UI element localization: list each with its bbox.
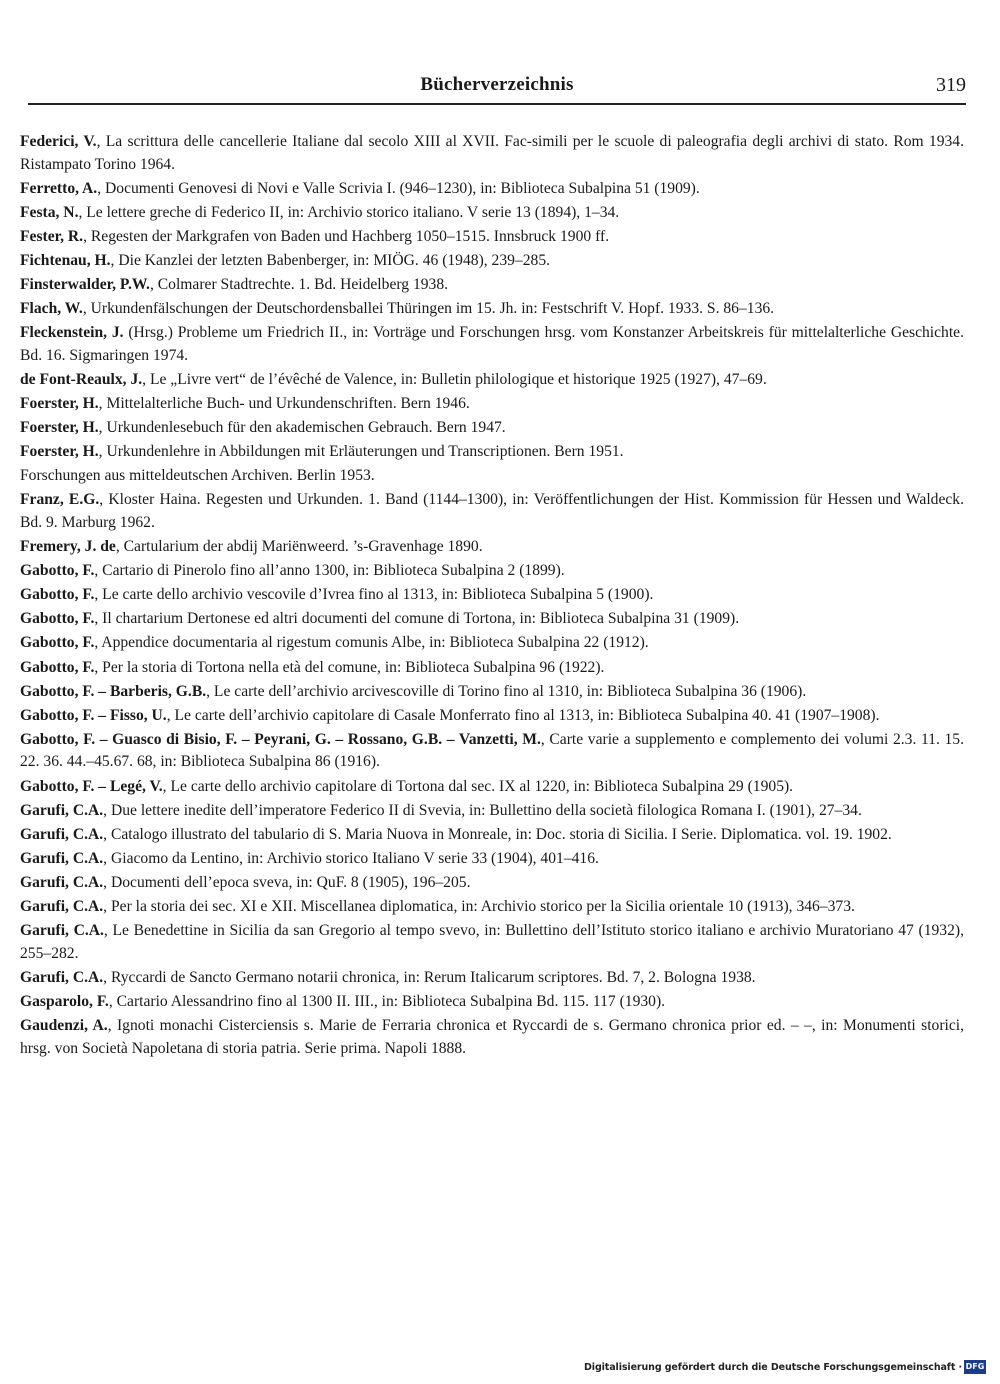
- bibliography-entry: [20, 536, 964, 559]
- bibliography-entry: [20, 250, 964, 273]
- bibliography-entry: [20, 896, 964, 919]
- entry-text: , Regesten der Markgrafen von Baden und Hachberg 1050–1515. Innsbruck 1900 ff.: [83, 227, 610, 245]
- entry-text: , Le carte dell’archivio capitolare di Casale Monferrato fino al 1313, in: Biblioteca Subalpina 40. 41 (1907–1908).: [166, 706, 880, 724]
- bibliography-entry: [20, 489, 964, 534]
- entry-author: Gabotto, F. – Barberis, G.B.: [20, 682, 207, 700]
- entry-text: , Cartario Alessandrino fino al 1300 II. III., in: Biblioteca Subalpina Bd. 115. 117 (1930).: [108, 992, 666, 1010]
- bibliography-entry: [20, 131, 964, 176]
- bibliography-entry: [20, 608, 964, 631]
- bibliography-entry: [20, 800, 964, 823]
- bibliography-entry: [20, 584, 964, 607]
- entry-author: Gabotto, F. – Guasco di Bisio, F. – Peyrani, G. – Rossano, G.B. – Vanzetti, M.: [20, 730, 541, 748]
- bibliography-entry: [20, 632, 964, 655]
- bibliography-entry: [20, 274, 964, 297]
- entry-author: Foerster, H.: [20, 395, 99, 413]
- bibliography-entry: [20, 729, 964, 774]
- entry-author: Franz, E.G.: [20, 491, 100, 509]
- page-number: 319: [936, 74, 966, 96]
- page-header: [28, 72, 966, 104]
- entry-text: , La scrittura delle cancellerie Italiane dal secolo XIII al XVII. Fac-simili per le scuole di paleografia degli archivi di stato. Rom 1934. Ristampato Torino 1964.: [20, 133, 964, 173]
- funding-note: Digitalisierung gefördert durch die Deutsche Forschungsgemeinschaft ·: [584, 1362, 962, 1373]
- entry-author: Garufi, C.A.: [20, 873, 104, 891]
- entry-text: , Ryccardi de Sancto Germano notarii chronica, in: Rerum Italicarum scriptores. Bd. 7, 2. Bologna 1938.: [103, 968, 756, 986]
- entry-text: , Le carte dello archivio vescovile d’Ivrea fino al 1313, in: Biblioteca Subalpina 5 (1900).: [94, 586, 654, 604]
- entry-author: Fleckenstein, J.: [20, 324, 124, 342]
- entry-author: de Font-Reaulx, J.: [20, 370, 143, 388]
- bibliography-entry: [20, 1015, 964, 1060]
- entry-text: , Le „Livre vert“ de l’évêché de Valence, in: Bulletin philologique et historique 1925 (1927), 47–69.: [142, 370, 767, 388]
- entry-text: (Hrsg.) Probleme um Friedrich II., in: Vorträge und Forschungen hrsg. vom Konstanzer Arbeitskreis für mittelalterliche Geschichte. Bd. 16. Sigmaringen 1974.: [20, 324, 964, 364]
- bibliography-entry: [20, 705, 964, 728]
- bibliography-list: [20, 131, 964, 1062]
- entry-text: , Die Kanzlei der letzten Babenberger, in: MIÖG. 46 (1948), 239–285.: [110, 251, 551, 269]
- entry-text: , Le Benedettine in Sicilia da san Gregorio al tempo svevo, in: Bullettino dell’Istituto storico italiano e archivio Muratoriano 47 (1932), 255–282.: [20, 922, 964, 962]
- entry-text: , Le lettere greche di Federico II, in: Archivio storico italiano. V serie 13 (1894), 1–34.: [78, 203, 620, 221]
- entry-author: Flach, W.: [20, 300, 83, 318]
- bibliography-entry: [20, 920, 964, 965]
- entry-author: Gabotto, F.: [20, 634, 95, 652]
- entry-author: Ferretto, A.: [20, 179, 98, 197]
- entry-text: , Cartularium der abdij Mariënweerd. ’s-Gravenhage 1890.: [115, 538, 483, 556]
- entry-author: Garufi, C.A.: [20, 922, 104, 940]
- entry-author: Gabotto, F.: [20, 658, 95, 676]
- bibliography-entry: [20, 369, 964, 392]
- entry-author: Fester, R.: [20, 227, 84, 245]
- entry-text: , Urkundenlehre in Abbildungen mit Erläuterungen und Transcriptionen. Bern 1951.: [98, 443, 624, 461]
- entry-text: , Mittelalterliche Buch- und Urkundenschriften. Bern 1946.: [98, 395, 470, 413]
- entry-text: , Appendice documentaria al rigestum comunis Albe, in: Biblioteca Subalpina 22 (1912).: [94, 634, 649, 652]
- entry-text: , Catalogo illustrato del tabulario di S. Maria Nuova in Monreale, in: Doc. storia di Sicilia. I Serie. Diplomatica. vol. 19. 1902.: [103, 825, 892, 843]
- bibliography-entry: [20, 226, 964, 249]
- bibliography-entry: [20, 681, 964, 704]
- bibliography-entry: [20, 848, 964, 871]
- entry-text: , Per la storia dei sec. XI e XII. Miscellanea diplomatica, in: Archivio storico per la Sicilia orientale 10 (1913), 346–373.: [103, 898, 855, 915]
- entry-text: , Colmarer Stadtrechte. 1. Bd. Heidelberg 1938.: [149, 276, 449, 294]
- entry-author: Foerster, H.: [20, 443, 99, 461]
- bibliography-entry: [20, 441, 964, 464]
- entry-text: , Per la storia di Tortona nella età del comune, in: Biblioteca Subalpina 96 (1922).: [94, 658, 605, 676]
- entry-author: Fremery, J. de: [20, 538, 116, 556]
- entry-author: Gasparolo, F.: [20, 992, 109, 1010]
- dfg-logo: DFG: [964, 1360, 986, 1374]
- entry-author: Garufi, C.A.: [20, 898, 104, 915]
- entry-text: , Il chartarium Dertonese ed altri documenti del comune di Tortona, in: Biblioteca Subalpina 31 (1909).: [94, 610, 740, 628]
- entry-text: , Kloster Haina. Regesten und Urkunden. 1. Band (1144–1300), in: Veröffentlichungen der Hist. Kommission für Hessen und Waldeck. Bd. 9. Marburg 1962.: [20, 491, 964, 531]
- entry-author: Gabotto, F. – Fisso, U.: [20, 706, 167, 724]
- bibliography-entry: [20, 967, 964, 990]
- entry-text: , Cartario di Pinerolo fino all’anno 1300, in: Biblioteca Subalpina 2 (1899).: [94, 562, 565, 580]
- entry-author: Gaudenzi, A.: [20, 1016, 108, 1034]
- entry-author: Gabotto, F.: [20, 562, 95, 580]
- entry-text: , Documenti dell’epoca sveva, in: QuF. 8 (1905), 196–205.: [103, 873, 471, 891]
- entry-text: , Documenti Genovesi di Novi e Valle Scrivia I. (946–1230), in: Biblioteca Subalpina 51 (1909).: [97, 179, 700, 197]
- entry-author: Garufi, C.A.: [20, 849, 104, 867]
- entry-author: Finsterwalder, P.W.: [20, 276, 150, 294]
- entry-author: Garufi, C.A.: [20, 968, 104, 986]
- entry-text: , Urkundenlesebuch für den akademischen Gebrauch. Bern 1947.: [98, 419, 506, 437]
- entry-author: Gabotto, F.: [20, 586, 95, 604]
- bibliography-entry: [20, 465, 964, 488]
- entry-text: , Carte varie a supplemento e complemento dei volumi 2.3. 11. 15. 22. 36. 44.–45.67. 68, in: Biblioteca Subalpina 86 (1916).: [20, 730, 964, 771]
- header-rule: [28, 103, 966, 105]
- bibliography-entry: [20, 657, 964, 680]
- entry-text: , Urkundenfälschungen der Deutschordensballei Thüringen im 15. Jh. in: Festschrift V. Hopf. 1933. S. 86–136.: [82, 300, 775, 318]
- entry-text: , Le carte dell’archivio arcivescoville di Torino fino al 1310, in: Biblioteca Subalpina 36 (1906).: [206, 682, 807, 700]
- bibliography-entry: [20, 298, 964, 321]
- entry-author: Federici, V.: [20, 133, 97, 150]
- entry-author: Garufi, C.A.: [20, 801, 104, 819]
- entry-text: , Giacomo da Lentino, in: Archivio storico Italiano V serie 33 (1904), 401–416.: [103, 849, 599, 867]
- bibliography-entry: [20, 991, 964, 1014]
- entry-author: Foerster, H.: [20, 419, 99, 437]
- entry-author: Festa, N.: [20, 203, 79, 221]
- entry-text: , Due lettere inedite dell’imperatore Federico II di Svevia, in: Bullettino della società filologica Romana I. (1901), 27–34.: [103, 801, 862, 819]
- running-title: Bücherverzeichnis: [420, 74, 574, 95]
- bibliography-entry: [20, 393, 964, 416]
- bibliography-entry: [20, 417, 964, 440]
- bibliography-entry: [20, 560, 964, 583]
- entry-text: , Le carte dello archivio capitolare di Tortona dal sec. IX al 1220, in: Biblioteca Subalpina 29 (1905).: [162, 777, 794, 795]
- entry-author: Gabotto, F. – Legé, V.: [20, 777, 163, 795]
- entry-author: Gabotto, F.: [20, 610, 95, 628]
- bibliography-entry: [20, 872, 964, 895]
- bibliography-entry: [20, 322, 964, 367]
- entry-text: Forschungen aus mitteldeutschen Archiven. Berlin 1953.: [20, 467, 375, 485]
- bibliography-entry: [20, 776, 964, 799]
- bibliography-entry: [20, 178, 964, 201]
- entry-author: Fichtenau, H.: [20, 251, 111, 269]
- entry-author: Garufi, C.A.: [20, 825, 104, 843]
- entry-text: , Ignoti monachi Cisterciensis s. Marie de Ferraria chronica et Ryccardi de s. Germano chronica prior ed. – –, in: Monumenti storici, hrsg. von Società Napoletana di storia patria. Serie prima. Napoli 1888.: [20, 1016, 964, 1057]
- bibliography-entry: [20, 202, 964, 225]
- bibliography-entry: [20, 824, 964, 847]
